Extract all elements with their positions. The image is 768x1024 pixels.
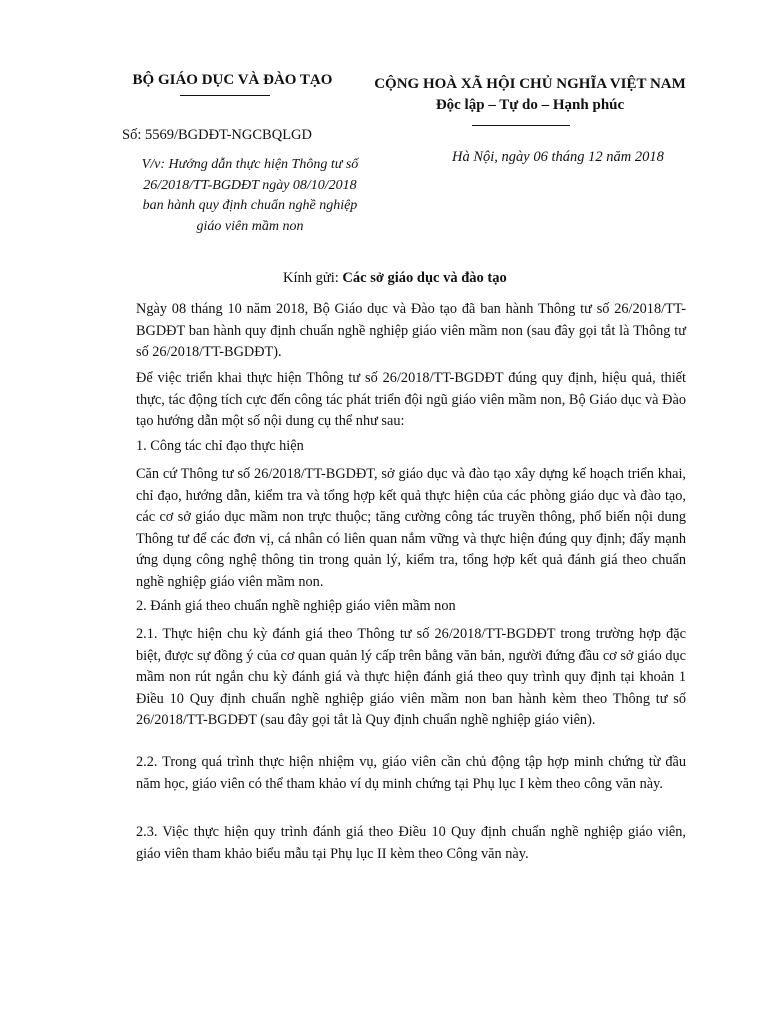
section-heading-2: 2. Đánh giá theo chuẩn nghề nghiệp giáo viên mầm non: [136, 598, 456, 614]
motto-underline: [472, 125, 570, 126]
national-motto: Độc lập – Tự do – Hạnh phúc: [435, 97, 625, 113]
recipient-name: Các sở giáo dục và đào tạo: [342, 270, 507, 286]
section-heading-1: 1. Công tác chỉ đạo thực hiện: [136, 438, 304, 454]
ministry-underline: [180, 95, 270, 96]
document-number: Số: 5569/BGDĐT-NGCBQLGD: [122, 127, 312, 143]
country-name: CỘNG HOÀ XÃ HỘI CHỦ NGHĨA VIỆT NAM: [374, 76, 686, 92]
recipient-prefix: Kính gửi:: [283, 270, 343, 286]
ministry-name: BỘ GIÁO DỤC VÀ ĐÀO TẠO: [132, 72, 333, 88]
document-subject: V/v: Hướng dẫn thực hiện Thông tư số 26/2018/TT-BGDĐT ngày 08/10/2018 ban hành quy định chuẩn nghề nghiệp giáo viên mầm non: [141, 157, 359, 234]
paragraph-3: Căn cứ Thông tư số 26/2018/TT-BGDĐT, sở giáo dục và đào tạo xây dựng kế hoạch triển khai, chỉ đạo, hướng dẫn, kiểm tra và tổng hợp kết quả thực hiện của các phòng giáo dục và đào tạo, các cơ sở giáo dục mầm non trực thuộc; tăng cường công tác truyền thông, phổ biến nội dung Thông tư để các đơn vị, cá nhân có liên quan nắm vững và thực hiện đúng quy định; đẩy mạnh ứng dụng công nghệ thông tin trong quản lý, kiểm tra, tổng hợp kết quả đánh giá theo chuẩn nghề nghiệp giáo viên mầm non.: [136, 466, 686, 590]
recipient-line: [283, 270, 507, 287]
paragraph-2: Để việc triển khai thực hiện Thông tư số 26/2018/TT-BGDĐT đúng quy định, hiệu quả, thiết thực, tác động tích cực đến công tác phát triển đội ngũ giáo viên mầm non, Bộ Giáo dục và Đào tạo hướng dẫn một số nội dung cụ thể như sau:: [136, 370, 686, 429]
paragraph-6: 2.3. Việc thực hiện quy trình đánh giá theo Điều 10 Quy định chuẩn nghề nghiệp giáo viên, giáo viên tham khảo biểu mẫu tại Phụ lục II kèm theo Công văn này.: [136, 824, 686, 862]
place-date: Hà Nội, ngày 06 tháng 12 năm 2018: [452, 149, 664, 165]
paragraph-1: Ngày 08 tháng 10 năm 2018, Bộ Giáo dục và Đào tạo đã ban hành Thông tư số 26/2018/TT-BGDĐT ban hành quy định chuẩn nghề nghiệp giáo viên mầm non (sau đây gọi tắt là Thông tư số 26/2018/TT-BGDĐT).: [136, 301, 686, 360]
paragraph-4: 2.1. Thực hiện chu kỳ đánh giá theo Thông tư số 26/2018/TT-BGDĐT trong trường hợp đặc biệt, được sự đồng ý của cơ quan quản lý cấp trên bằng văn bản, người đứng đầu cơ sở giáo dục mầm non rút ngắn chu kỳ đánh giá và thực hiện đánh giá theo quy trình quy định tại khoản 1 Điều 10 Quy định chuẩn nghề nghiệp giáo viên mầm non ban hành kèm theo Thông tư số 26/2018/TT-BGDĐT (sau đây gọi tắt là Quy định chuẩn nghề nghiệp giáo viên).: [136, 626, 686, 728]
paragraph-5: 2.2. Trong quá trình thực hiện nhiệm vụ, giáo viên cần chủ động tập hợp minh chứng từ đầu năm học, giáo viên có thể tham khảo ví dụ minh chứng tại Phụ lục I kèm theo công văn này.: [136, 754, 686, 792]
